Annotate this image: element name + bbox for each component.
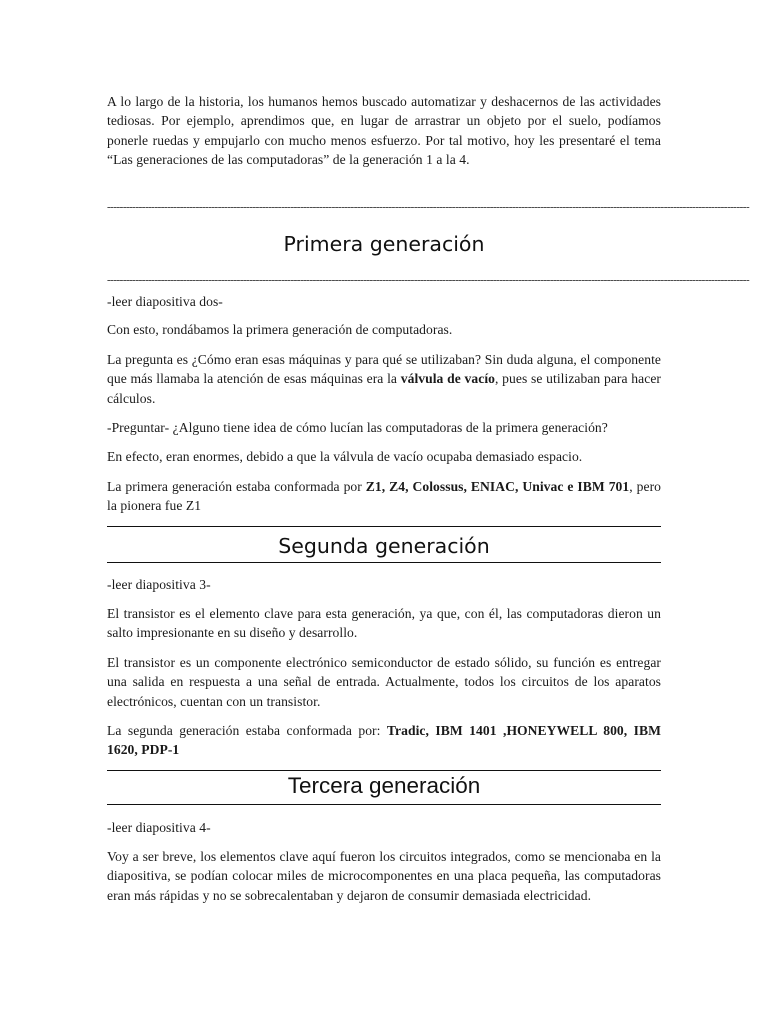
tercera-block-1 bbox=[107, 847, 661, 905]
primera-p3: -Preguntar- ¿Alguno tiene idea de cómo lucían las computadoras de la primera generación? bbox=[107, 420, 608, 435]
heading-segunda: Segunda generación bbox=[278, 534, 490, 558]
heading-primera: Primera generación bbox=[283, 232, 485, 256]
primera-section bbox=[107, 292, 661, 311]
segunda-p3-text: La segunda generación estaba conformada por: bbox=[107, 723, 387, 738]
rule-segunda-bottom bbox=[107, 562, 661, 563]
primera-block-3 bbox=[107, 418, 661, 437]
primera-block-2 bbox=[107, 350, 661, 408]
primera-p4: En efecto, eran enormes, debido a que la válvula de vacío ocupaba demasiado espacio. bbox=[107, 449, 583, 464]
rule-tercera-top bbox=[107, 770, 661, 771]
dashed-separator-top: ----------------------------------------------------------------------------------------------------------------------------------------------------------------------------------------------------------- bbox=[107, 201, 750, 213]
primera-p2-bold: válvula de vacío bbox=[400, 371, 495, 387]
segunda-leer: -leer diapositiva 3- bbox=[107, 577, 211, 592]
primera-leer: -leer diapositiva dos- bbox=[107, 294, 223, 309]
tercera-p1: Voy a ser breve, los elementos clave aquí fueron los circuitos integrados, como se mencionaba en la diapositiva, se podían colocar miles de microcomponentes en una placa pequeña, las computadoras eran más rápidas y no se sobrecalentaban y dejaron de consumir demasiada electricidad. bbox=[107, 849, 661, 903]
heading-tercera: Tercera generación bbox=[287, 773, 481, 798]
segunda-p2: El transistor es un componente electrónico semiconductor de estado sólido, su función es entregar una salida en respuesta a una señal de entrada. Actualmente, todos los circuitos de los aparatos electrónicos, cuentan con un transistor. bbox=[107, 655, 661, 709]
primera-p5-text: La primera generación estaba conformada por bbox=[107, 479, 366, 494]
segunda-p1: El transistor es el elemento clave para esta generación, ya que, con él, las computadoras dieron un salto impresionante en su diseño y desarrollo. bbox=[107, 606, 661, 641]
tercera-block-0 bbox=[107, 818, 661, 837]
rule-tercera-bottom bbox=[107, 804, 661, 805]
segunda-block-1 bbox=[107, 604, 661, 643]
segunda-p3-bold: Tradic, IBM 1401 ,HONEYWELL 800, IBM 1620, PDP-1 bbox=[107, 723, 661, 758]
intro-paragraph: A lo largo de la historia, los humanos hemos buscado automatizar y deshacernos de las actividades tediosas. Por ejemplo, aprendimos que, en lugar de arrastrar un objeto por el suelo, podíamos ponerle ruedas y empujarlo con mucho menos esfuerzo. Por tal motivo, hoy les presentaré el tema “Las generaciones de las computadoras” de la generación 1 a la 4. bbox=[107, 94, 661, 167]
primera-p5-bold: Z1, Z4, Colossus, ENIAC, Univac e IBM 701 bbox=[365, 479, 630, 494]
rule-segunda-top bbox=[107, 526, 661, 527]
primera-block-4 bbox=[107, 447, 661, 466]
segunda-p3 bbox=[107, 721, 661, 760]
primera-p1: Con esto, rondábamos la primera generación de computadoras. bbox=[107, 322, 453, 337]
primera-block-5 bbox=[107, 477, 661, 516]
tercera-leer: -leer diapositiva 4- bbox=[107, 820, 211, 835]
segunda-block-2 bbox=[107, 653, 661, 711]
primera-p2-text: La pregunta es ¿Cómo eran esas máquinas y para qué se utilizaban? Sin duda alguna, el componente que más llamaba la atención de esas máquinas era la bbox=[107, 352, 661, 387]
intro-section bbox=[107, 92, 661, 169]
segunda-block-0 bbox=[107, 575, 661, 594]
primera-block-1 bbox=[107, 320, 661, 339]
primera-p5 bbox=[107, 477, 661, 516]
dashed-separator-bottom: ----------------------------------------------------------------------------------------------------------------------------------------------------------------------------------------------------------- bbox=[107, 274, 750, 286]
segunda-block-3 bbox=[107, 721, 661, 760]
primera-p2 bbox=[107, 350, 661, 408]
primera-p2-text-end: , pues se utilizaban para hacer cálculos. bbox=[107, 371, 661, 406]
primera-p5-text-end: , pero la pionera fue Z1 bbox=[107, 479, 661, 514]
